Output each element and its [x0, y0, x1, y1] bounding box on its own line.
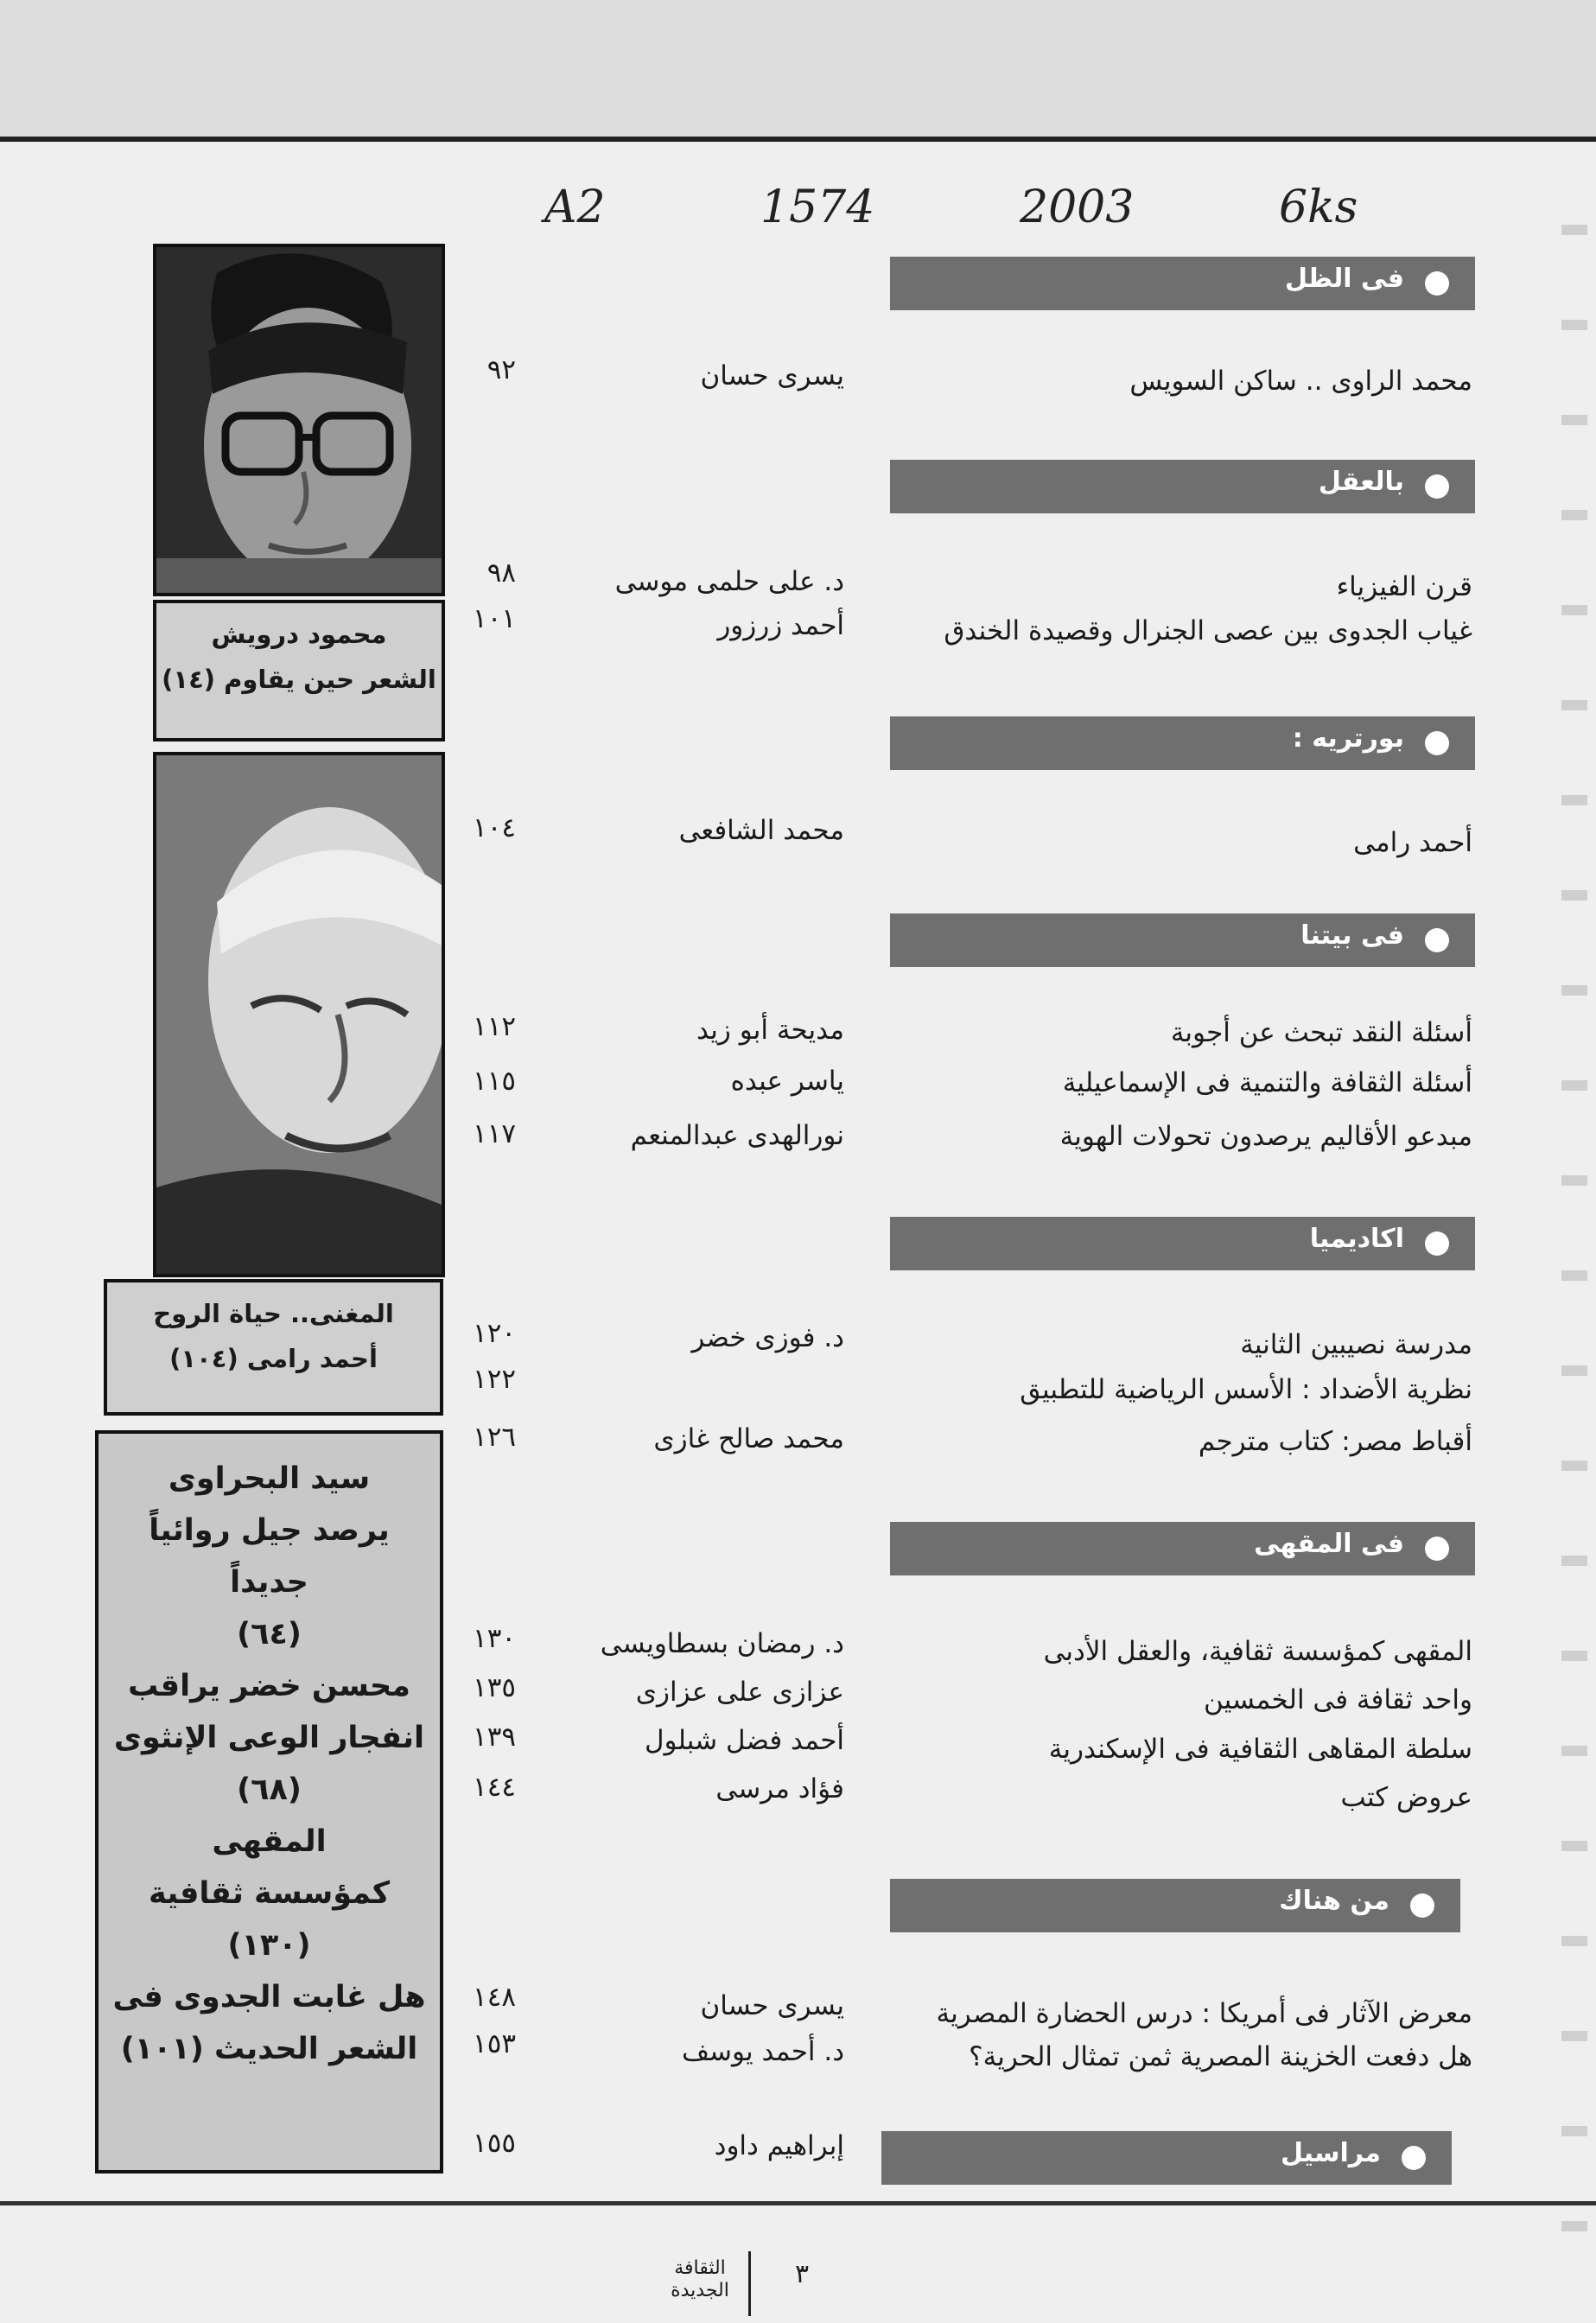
handwritten-note: 6ks	[1279, 181, 1358, 233]
bullet-icon	[1425, 731, 1449, 755]
toc-entry-author: ياسر عبده	[730, 1066, 844, 1097]
toc-entry-title: واحد ثقافة فى الخمسين	[1203, 1684, 1472, 1715]
section-header	[890, 257, 1475, 310]
highlight-line: سيد البحراوى	[168, 1461, 371, 1496]
toc-entry-page: ١٤٨	[473, 1982, 516, 2013]
highlight-line: (٦٨)	[237, 1772, 302, 1807]
footer-divider	[748, 2251, 751, 2316]
bullet-icon	[1425, 474, 1449, 499]
toc-entry-page: ١٥٣	[473, 2028, 516, 2059]
caption-line: المغنى.. حياة الروح	[153, 1299, 394, 1328]
toc-entry-title: نظرية الأضداد : الأسس الرياضية للتطبيق	[1020, 1374, 1472, 1405]
bullet-icon	[1410, 1893, 1434, 1918]
magazine-name-line: الجديدة	[671, 2280, 729, 2301]
toc-entry-title: أحمد رامى	[1353, 827, 1472, 858]
section-header	[890, 913, 1475, 967]
highlight-line: (١٣٠)	[227, 1928, 311, 1963]
highlight-line: الشعر الحديث (١٠١)	[120, 2032, 418, 2066]
binder-holes	[1561, 173, 1587, 2247]
toc-entry-page: ١٢٢	[473, 1364, 516, 1395]
toc-entry-page: ١١٢	[473, 1011, 516, 1042]
section-title: من هناك	[1279, 1886, 1389, 1916]
portrait-photo	[153, 244, 445, 596]
highlight-line: محسن خضر يراقب	[128, 1669, 410, 1703]
toc-entry-author: محمد الشافعى	[678, 815, 844, 846]
caption-line: محمود درويش	[211, 620, 387, 649]
toc-entry-page: ٩٨	[486, 557, 516, 589]
section-header	[890, 1217, 1475, 1270]
toc-entry-page: ١٤٤	[473, 1772, 516, 1803]
toc-entry-title: محمد الراوى .. ساكن السويس	[1129, 366, 1472, 397]
bullet-icon	[1425, 271, 1449, 296]
toc-entry-author: إبراهيم داود	[714, 2130, 844, 2161]
toc-entry-title: غياب الجدوى بين عصى الجنرال وقصيدة الخندق	[944, 615, 1472, 646]
toc-entry-title: قرن الفيزياء	[1336, 571, 1472, 602]
section-title: فى بيتنا	[1300, 920, 1404, 951]
magazine-name	[657, 2257, 743, 2302]
highlight-line: كمؤسسة ثقافية	[148, 1876, 391, 1911]
highlight-line: (٦٤)	[237, 1617, 302, 1652]
toc-entry-title: أسئلة الثقافة والتنمية فى الإسماعيلية	[1062, 1067, 1472, 1098]
highlights-box	[95, 1430, 443, 2173]
section-title: فى المقهى	[1254, 1529, 1404, 1559]
toc-entry-author: أحمد فضل شبلول	[645, 1725, 844, 1756]
handwritten-note: 1574	[760, 181, 875, 233]
section-header	[881, 2131, 1452, 2185]
toc-entry-title: عروض كتب	[1340, 1782, 1472, 1813]
page-number: ٣	[795, 2259, 810, 2289]
highlight-line: المقهى	[212, 1824, 327, 1859]
toc-entry-title: مبدعو الأقاليم يرصدون تحولات الهوية	[1059, 1121, 1472, 1152]
toc-entry-page: ١٥٥	[473, 2128, 516, 2159]
handwritten-note: A2	[544, 181, 606, 233]
toc-entry-title: أقباط مصر: كتاب مترجم	[1198, 1426, 1472, 1457]
toc-entry-title: أسئلة النقد تبحث عن أجوبة	[1170, 1017, 1472, 1048]
section-title: اكاديميا	[1309, 1224, 1404, 1254]
photo-caption	[153, 600, 445, 741]
highlight-line: هل غابت الجدوى فى	[112, 1980, 426, 2014]
handwritten-note: 2003	[1020, 181, 1135, 233]
toc-entry-page: ٩٢	[486, 354, 516, 385]
toc-entry-author: نورالهدى عبدالمنعم	[630, 1120, 844, 1151]
portrait-illustration	[156, 755, 442, 1274]
section-header	[890, 1879, 1460, 1932]
highlight-line: يرصد جيل روائياً	[149, 1513, 390, 1548]
toc-entry-author: د. على حلمى موسى	[614, 566, 844, 597]
toc-entry-author: مديحة أبو زيد	[696, 1015, 844, 1046]
toc-entry-title: المقهى كمؤسسة ثقافية، والعقل الأدبى	[1043, 1636, 1472, 1667]
toc-entry-title: معرض الآثار فى أمريكا : درس الحضارة المصرية	[936, 1998, 1472, 2029]
section-header	[890, 460, 1475, 513]
bullet-icon	[1425, 1232, 1449, 1256]
magazine-name-line: الثقافة	[674, 2257, 726, 2279]
caption-line: الشعر حين يقاوم (١٤)	[162, 665, 436, 694]
toc-entry-page: ١١٧	[473, 1118, 516, 1149]
section-header	[890, 1522, 1475, 1575]
toc-entry-author: فؤاد مرسى	[715, 1773, 844, 1804]
portrait-photo	[153, 752, 445, 1277]
section-title: فى الظل	[1285, 264, 1404, 294]
toc-entry-title: هل دفعت الخزينة المصرية ثمن تمثال الحرية؟	[969, 2041, 1472, 2072]
toc-entry-author: د. فوزى خضر	[691, 1322, 844, 1353]
top-rule	[0, 137, 1596, 142]
toc-entry-page: ١١٥	[473, 1066, 516, 1097]
toc-entry-page: ١٣٩	[473, 1722, 516, 1753]
toc-entry-title: سلطة المقاهى الثقافية فى الإسكندرية	[1048, 1734, 1472, 1765]
toc-entry-author: محمد صالح غازى	[653, 1423, 844, 1454]
toc-entry-title: مدرسة نصيبين الثانية	[1240, 1329, 1472, 1360]
toc-entry-author: د. رمضان بسطاويسى	[600, 1628, 844, 1659]
highlight-line: جديداً	[230, 1565, 308, 1600]
toc-entry-page: ١٢٦	[473, 1422, 516, 1453]
toc-entry-author: د. أحمد يوسف	[681, 2036, 844, 2067]
caption-line: أحمد رامى (١٠٤)	[169, 1344, 378, 1373]
toc-entry-page: ١٣٠	[473, 1623, 516, 1654]
toc-entry-page: ١٠١	[473, 603, 516, 634]
scanned-header-band	[0, 0, 1596, 138]
toc-entry-page: ١٢٠	[473, 1318, 516, 1349]
section-header	[890, 716, 1475, 770]
toc-entry-author: يسرى حسان	[700, 1990, 844, 2021]
portrait-illustration	[156, 247, 442, 593]
section-title: بورتريه :	[1292, 723, 1404, 754]
section-title: مراسيل	[1280, 2138, 1381, 2168]
bottom-rule	[0, 2201, 1596, 2205]
toc-entry-page: ١٠٤	[473, 812, 516, 843]
photo-caption	[104, 1279, 443, 1416]
bullet-icon	[1425, 928, 1449, 952]
highlight-line: انفجار الوعى الإنثوى	[113, 1721, 425, 1755]
bullet-icon	[1402, 2146, 1426, 2170]
toc-entry-page: ١٣٥	[473, 1672, 516, 1703]
section-title: بالعقل	[1318, 467, 1404, 497]
toc-entry-author: أحمد زرزور	[717, 610, 844, 641]
toc-entry-author: يسرى حسان	[700, 360, 844, 391]
bullet-icon	[1425, 1537, 1449, 1561]
toc-entry-author: عزازى على عزازى	[635, 1677, 844, 1708]
